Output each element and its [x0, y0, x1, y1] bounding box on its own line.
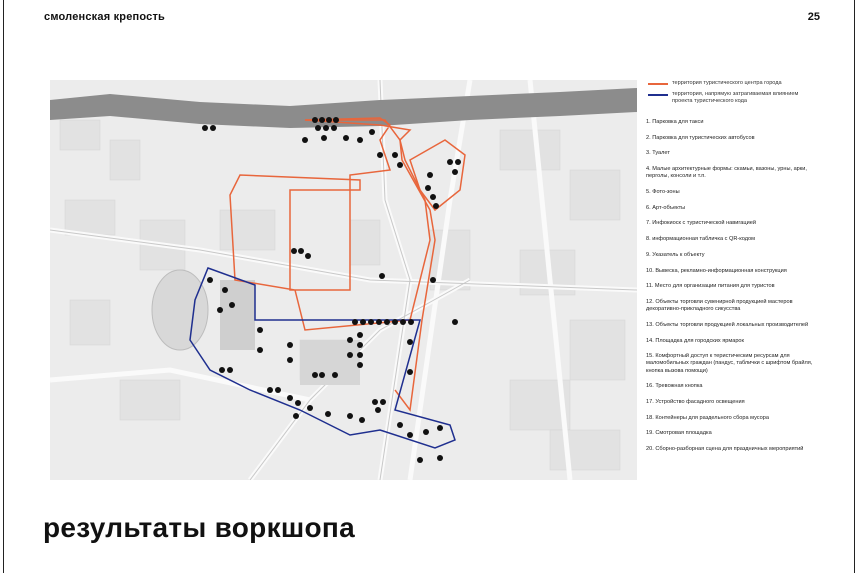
- map-marker: [372, 399, 378, 405]
- map-marker: [447, 159, 453, 165]
- map-marker: [357, 137, 363, 143]
- map-marker: [425, 185, 431, 191]
- map-marker: [430, 277, 436, 283]
- map-marker: [298, 248, 304, 254]
- map-marker: [400, 319, 406, 325]
- legend-item: 7. Инфокиоск с туристической навигацией: [646, 220, 756, 227]
- map-marker: [455, 159, 461, 165]
- map-marker: [380, 399, 386, 405]
- map-marker: [423, 429, 429, 435]
- legend-item: 16. Тревожная кнопка: [646, 383, 703, 390]
- map-marker: [407, 369, 413, 375]
- legend-item-list: [646, 119, 816, 453]
- map-marker: [368, 319, 374, 325]
- map-marker: [323, 125, 329, 131]
- map-marker: [407, 339, 413, 345]
- map-marker: [343, 135, 349, 141]
- map-marker: [359, 417, 365, 423]
- map-marker: [347, 337, 353, 343]
- map-marker: [430, 194, 436, 200]
- map-marker: [357, 362, 363, 368]
- map-marker: [275, 387, 281, 393]
- map-marker: [312, 372, 318, 378]
- page-number: 25: [807, 11, 820, 23]
- map-marker: [392, 319, 398, 325]
- map-marker: [293, 413, 299, 419]
- legend-item: 3. Туалет: [646, 150, 670, 157]
- header-title: смоленская крепость: [44, 11, 166, 23]
- legend-item: 20. Сборно-разборная сцена для праздничных мероприятий: [646, 446, 804, 453]
- map-marker: [319, 117, 325, 123]
- map-marker: [347, 413, 353, 419]
- legend-item: 18. Контейнеры для раздельного сбора мусора: [646, 414, 769, 421]
- page-title: результаты воркшопа: [43, 512, 356, 543]
- map-marker: [257, 327, 263, 333]
- map-marker: [397, 422, 403, 428]
- map-marker: [437, 455, 443, 461]
- map-marker: [427, 172, 433, 178]
- legend-item: 5. Фото-зоны: [646, 189, 680, 196]
- legend-item: 1. Парковка для такси: [646, 119, 704, 125]
- legend-item: 15. Комфортный доступ к теристическим ресурсам для маломобильных граждан (пандус, таблички с шрифтом брайля, кнопка вызова помощи): [646, 353, 813, 374]
- legend-item: 6. Арт-объекты: [646, 204, 686, 211]
- legend-item: 9. Указатель к объекту: [646, 251, 705, 258]
- map-marker: [384, 319, 390, 325]
- map-marker: [202, 125, 208, 131]
- map-marker: [257, 347, 263, 353]
- map-marker: [267, 387, 273, 393]
- map-marker: [452, 319, 458, 325]
- map-marker: [347, 352, 353, 358]
- map-marker: [408, 319, 414, 325]
- legend-item: 11. Место для организации питания для туристов: [646, 283, 775, 290]
- legend-item: 10. Вывеска, рекламно-информационная конструкция: [646, 267, 787, 274]
- map-marker: [333, 117, 339, 123]
- map-marker: [331, 125, 337, 131]
- blue-line-swatch: [648, 94, 668, 96]
- map-marker: [210, 125, 216, 131]
- legend-item: 14. Площадка для городских ярмарок: [646, 337, 744, 344]
- map-marker: [207, 277, 213, 283]
- map-marker: [227, 367, 233, 373]
- map-marker: [407, 432, 413, 438]
- legend-blue-label: территория, напрямую затрагиваемая влиянием проекта туристического кода: [672, 91, 799, 104]
- map-marker: [377, 152, 383, 158]
- legend-orange-label: территория туристического центра города: [672, 80, 782, 86]
- legend-orange-line: [646, 80, 816, 87]
- map-svg: [50, 80, 637, 480]
- map-marker: [376, 319, 382, 325]
- map-marker: [433, 203, 439, 209]
- map-marker: [326, 117, 332, 123]
- map-marker: [229, 302, 235, 308]
- legend-item: 8. информационная табличка с QR-кодом: [646, 236, 755, 243]
- map-marker: [302, 137, 308, 143]
- legend-item: 4. Малые архитектурные формы: скамьи, вазоны, урны, арки, перголы, консоли и т.п.: [646, 166, 807, 180]
- map-marker: [325, 411, 331, 417]
- map-marker: [392, 152, 398, 158]
- map-marker: [397, 162, 403, 168]
- map-marker: [321, 135, 327, 141]
- legend-item: 13. Объекты торговли продукцией локальных производителей: [646, 321, 809, 328]
- map-marker: [352, 319, 358, 325]
- map-marker: [357, 332, 363, 338]
- legend-item: 17. Устройство фасадного освещения: [646, 399, 745, 406]
- map-marker: [295, 400, 301, 406]
- map-marker: [222, 287, 228, 293]
- map-marker: [369, 129, 375, 135]
- map-marker: [312, 117, 318, 123]
- map-marker: [305, 253, 311, 259]
- map-marker: [217, 307, 223, 313]
- map-marker: [357, 342, 363, 348]
- map-marker: [287, 395, 293, 401]
- map-marker: [291, 248, 297, 254]
- map-marker: [287, 357, 293, 363]
- legend-item: 2. Парковка для туристических автобусов: [646, 134, 755, 141]
- map-marker: [357, 352, 363, 358]
- legend-item: 19. Смотровая площадка: [646, 430, 712, 437]
- site-map: [50, 80, 637, 480]
- legend-item: 12. Объекты торговли сувенирной продукцией мастеров декоративно-прикладного сикусства: [646, 298, 793, 313]
- map-marker: [379, 273, 385, 279]
- orange-line-swatch: [648, 83, 668, 85]
- map-legend: [646, 80, 816, 462]
- map-marker: [219, 367, 225, 373]
- map-marker: [332, 372, 338, 378]
- map-marker: [437, 425, 443, 431]
- map-marker: [307, 405, 313, 411]
- map-marker: [319, 372, 325, 378]
- map-marker: [315, 125, 321, 131]
- legend-blue-line: [646, 91, 816, 105]
- map-marker: [360, 319, 366, 325]
- map-marker: [287, 342, 293, 348]
- map-marker: [375, 407, 381, 413]
- map-marker: [417, 457, 423, 463]
- map-marker: [452, 169, 458, 175]
